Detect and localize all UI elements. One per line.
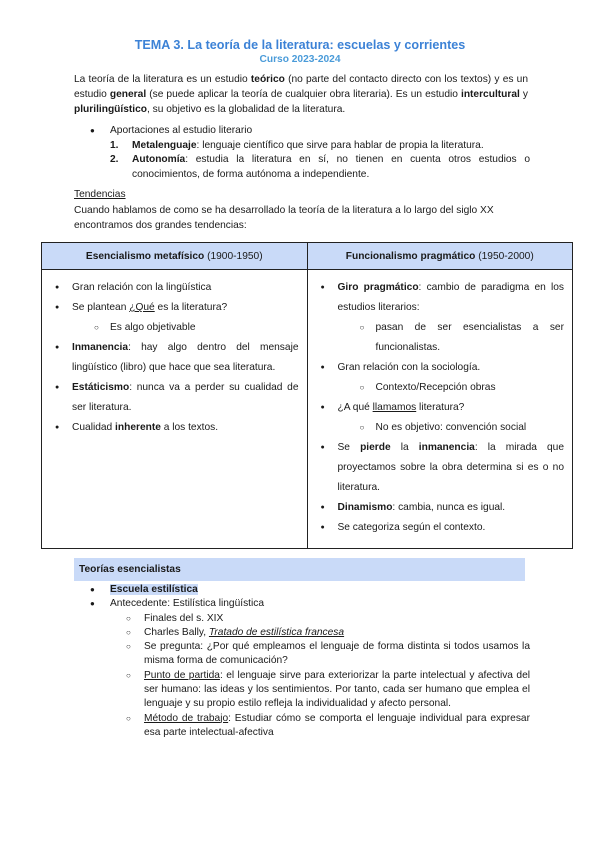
- list-item: ● Se pierde la inmanencia: la mirada que proyectamos sobre la obra determina si es o no literatura.: [316, 438, 565, 498]
- tendencias-paragraph: Cuando hablamos de como se ha desarrollado la teoría de la literatura a lo largo del siglo XX encontramos dos grandes tendencias:: [74, 205, 494, 231]
- list-item: ● Se categoriza según el contexto.: [316, 518, 565, 538]
- esencialismo-cell: [42, 270, 308, 549]
- list-item: 2. Autonomía: estudia la literatura en sí, no tienen en cuenta otros estudios o conocimientos, de forma autónoma a independiente.: [110, 154, 530, 180]
- list-item: ○ No es objetivo: convención social: [316, 418, 565, 438]
- aportaciones-label: ● Aportaciones al estudio literario: [90, 124, 530, 139]
- list-item: ○ pasan de ser esencialistas a ser funcionalistas.: [316, 318, 565, 358]
- list-item: ● Estáticismo: nunca va a perder su cualidad de ser literatura.: [50, 378, 299, 418]
- escuela-list: [90, 583, 530, 740]
- list-item: ● Cualidad inherente a los textos.: [50, 418, 299, 438]
- document-title: TEMA 3. La teoría de la literatura: escuelas y corrientes: [134, 38, 466, 52]
- list-item: ○ Es algo objetivable: [50, 318, 299, 338]
- list-item: ○ Charles Bally, Tratado de estilística francesa: [122, 626, 530, 640]
- list-item: ● Antecedente: Estilística lingüística: [90, 597, 530, 611]
- list-item: ● ¿A qué llamamos literatura?: [316, 398, 565, 418]
- tendencias-heading: Tendencias: [74, 189, 126, 200]
- list-item: ● Dinamismo: cambia, nunca es igual.: [316, 498, 565, 518]
- list-item: ○ Contexto/Recepción obras: [316, 378, 565, 398]
- teorias-heading: Teorías esencialistas: [74, 558, 525, 581]
- list-item: ● Gran relación con la sociología.: [316, 358, 565, 378]
- list-item: ○ Método de trabajo: Estudiar cómo se comporta el lenguaje individual para expresar esa parte intelectual-afectiva: [122, 712, 530, 741]
- list-item: ● Inmanencia: hay algo dentro del mensaje lingüístico (libro) que hace que sea literatura.: [50, 338, 299, 378]
- list-item: ● Gran relación con la lingüística: [50, 278, 299, 298]
- comparison-table: [41, 242, 573, 549]
- funcionalismo-cell: [307, 270, 573, 549]
- intro-paragraph: La teoría de la literatura es un estudio teórico (no parte del contacto directo con los textos) y es un estudio general (se puede aplicar la teoría de cualquier obra literaria). Es un estudio intercultural y plurilingüístico, su objetivo es la globalidad de la literatura.: [74, 74, 528, 115]
- course-year: Curso 2023-2024: [259, 54, 341, 65]
- list-item: ○ Punto de partida: el lenguaje sirve para exteriorizar la parte intelectual y afectiva del ser humano: las ideas y los sentimientos. Por tanto, cada ser humano que emplea el lenguaje y su propio estilo refleja la individualidad y afecto personal.: [122, 669, 530, 712]
- list-item: ● Se plantean ¿Qué es la literatura?: [50, 298, 299, 318]
- list-item: ○ Finales del s. XIX: [122, 612, 530, 626]
- list-item: 1. Metalenguaje: lenguaje científico que sirve para hablar de propia la literatura.: [110, 139, 484, 151]
- list-item: ● Escuela estilística: [90, 583, 530, 597]
- column-header-funcionalismo: Funcionalismo pragmático (1950-2000): [307, 243, 573, 270]
- column-header-esencialismo: Esencialismo metafísico (1900-1950): [42, 243, 308, 270]
- list-item: ○ Se pregunta: ¿Por qué empleamos el lenguaje de forma distinta si todos usamos la misma forma de comunicación?: [122, 640, 530, 669]
- list-item: ● Giro pragmático: cambio de paradigma en los estudios literarios:: [316, 278, 565, 318]
- aportaciones-list: [90, 124, 530, 182]
